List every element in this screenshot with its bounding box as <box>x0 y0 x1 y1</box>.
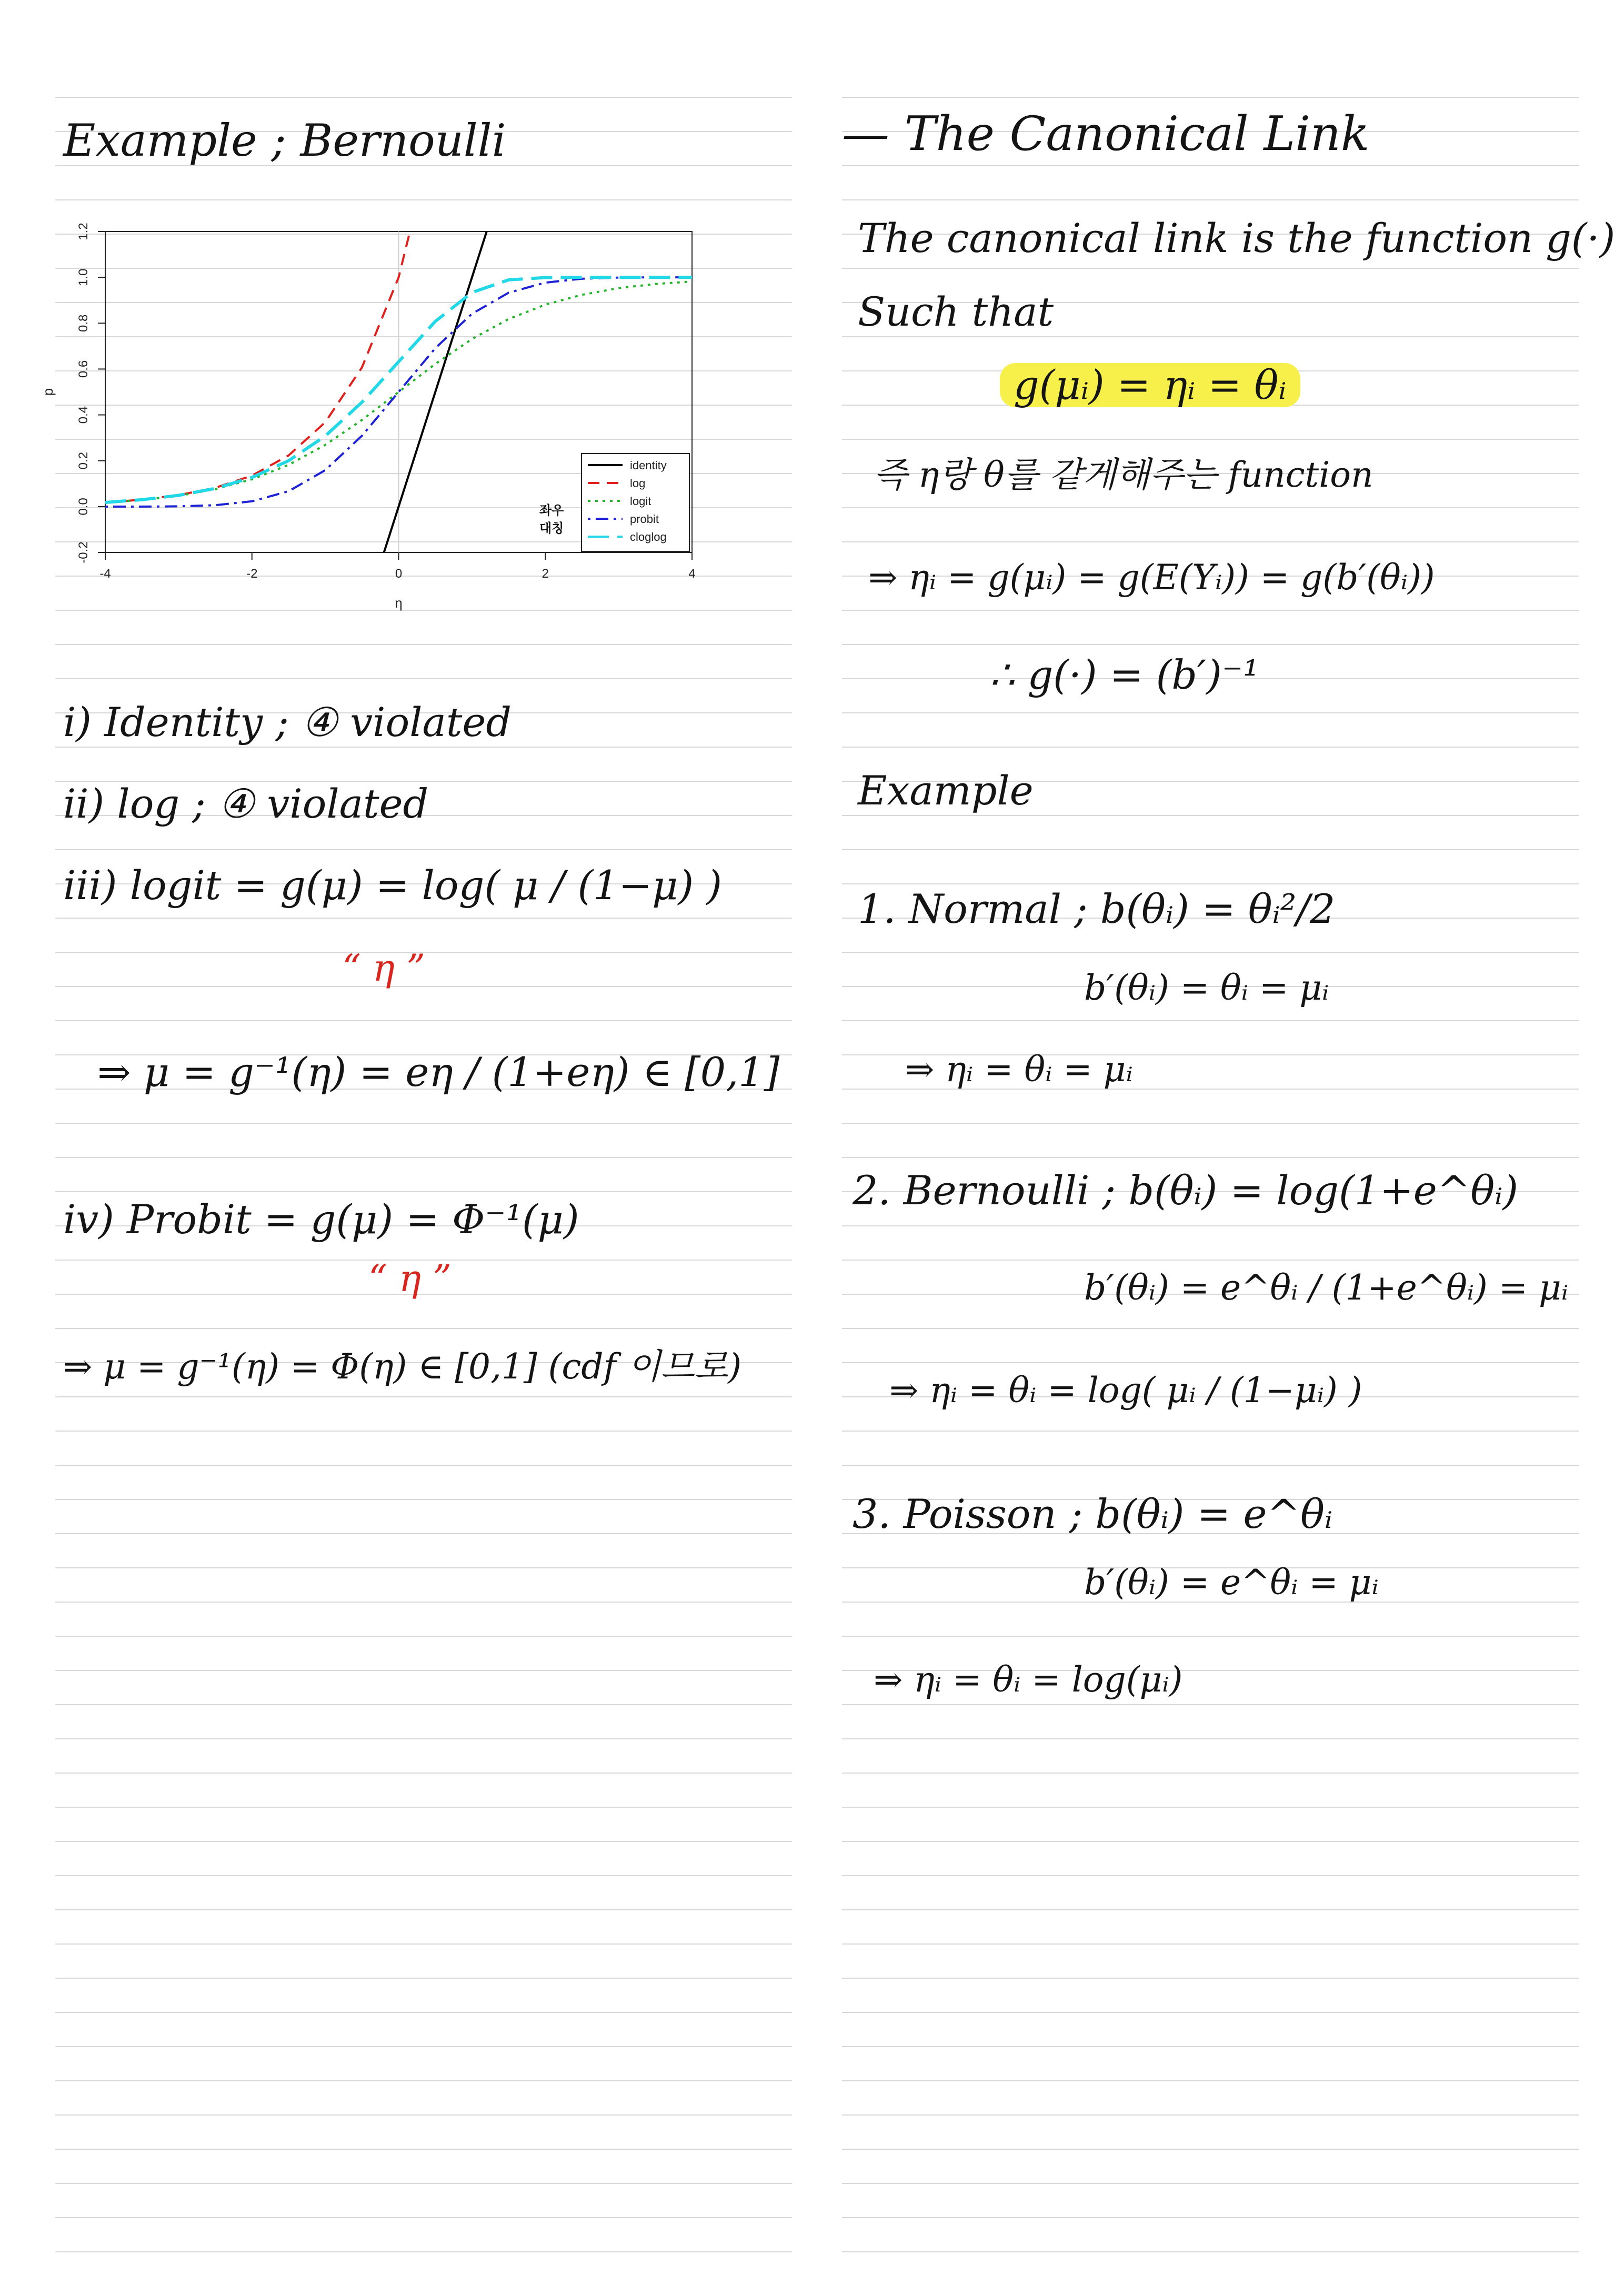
link-functions-plot <box>37 221 721 621</box>
legend-label-identity: identity <box>630 459 667 472</box>
y-tick-label: 0.6 <box>76 360 91 378</box>
item-identity: i) Identity ; ④ violated <box>63 699 512 746</box>
y-tick-label: 1.2 <box>76 223 91 240</box>
definition-line-1: The canonical link is the function g(·) <box>858 215 1616 261</box>
y-tick-label: -0.2 <box>76 541 91 563</box>
legend-label-cloglog: cloglog <box>630 530 667 543</box>
example-poisson-3: ⇒ ηᵢ = θᵢ = log(μᵢ) <box>874 1659 1183 1700</box>
example-bernoulli-3: ⇒ ηᵢ = θᵢ = log( μᵢ / (1−μᵢ) ) <box>889 1370 1362 1411</box>
x-tick-label: 0 <box>395 567 403 581</box>
example-normal-3: ⇒ ηᵢ = θᵢ = μᵢ <box>905 1049 1133 1090</box>
example-normal-1: 1. Normal ; b(θᵢ) = θᵢ²/2 <box>858 885 1336 932</box>
probit-inverse: ⇒ μ = g⁻¹(η) = Φ(η) ∈ [0,1] (cdf 이므로) <box>63 1346 742 1387</box>
derivation-line: ⇒ ηᵢ = g(μᵢ) = g(E(Yᵢ)) = g(b′(θᵢ)) <box>868 557 1435 598</box>
legend-side-note: 대칭 <box>539 521 564 536</box>
example-normal-2: b′(θᵢ) = θᵢ = μᵢ <box>1084 968 1329 1008</box>
y-tick-label: 0.0 <box>76 498 91 516</box>
canonical-link-highlight: g(μᵢ) = ηᵢ = θᵢ <box>1000 363 1300 407</box>
left-title: Example ; Bernoulli <box>63 115 506 166</box>
legend-label-log: log <box>630 477 646 490</box>
legend-side-note: 좌우 <box>539 503 564 518</box>
legend-label-logit: logit <box>630 495 651 508</box>
x-axis-label: η <box>395 595 403 611</box>
x-tick-label: 4 <box>688 567 696 581</box>
x-tick-label: -2 <box>246 567 258 581</box>
y-tick-label: 0.2 <box>76 452 91 470</box>
definition-line-2: Such that <box>858 288 1054 335</box>
example-label: Example <box>858 767 1034 814</box>
therefore-line: ∴ g(·) = (b′)⁻¹ <box>989 651 1259 698</box>
y-tick-label: 1.0 <box>76 268 91 286</box>
eta-annotation-probit: “ η ” <box>368 1257 452 1300</box>
y-tick-label: 0.8 <box>76 314 91 332</box>
item-probit: iv) Probit = g(μ) = Φ⁻¹(μ) <box>63 1196 579 1243</box>
korean-note: 즉 η랑 θ를 같게해주는 function <box>874 455 1374 495</box>
y-tick-label: 0.4 <box>76 406 91 424</box>
legend-label-probit: probit <box>630 512 659 526</box>
x-tick-label: 2 <box>542 567 549 581</box>
logit-inverse: ⇒ μ = g⁻¹(η) = eη / (1+eη) ∈ [0,1] <box>97 1049 780 1095</box>
example-bernoulli-1: 2. Bernoulli ; b(θᵢ) = log(1+e^θᵢ) <box>853 1167 1519 1214</box>
example-bernoulli-2: b′(θᵢ) = e^θᵢ / (1+e^θᵢ) = μᵢ <box>1084 1267 1569 1308</box>
y-axis-label: p <box>40 388 56 396</box>
item-logit: iii) logit = g(μ) = log( μ / (1−μ) ) <box>63 862 722 909</box>
example-poisson-1: 3. Poisson ; b(θᵢ) = e^θᵢ <box>853 1491 1333 1537</box>
example-poisson-2: b′(θᵢ) = e^θᵢ = μᵢ <box>1084 1562 1379 1603</box>
right-title: — The Canonical Link <box>842 106 1370 162</box>
item-log: ii) log ; ④ violated <box>63 780 429 827</box>
eta-annotation-logit: “ η ” <box>342 946 426 990</box>
x-tick-label: -4 <box>99 567 111 581</box>
